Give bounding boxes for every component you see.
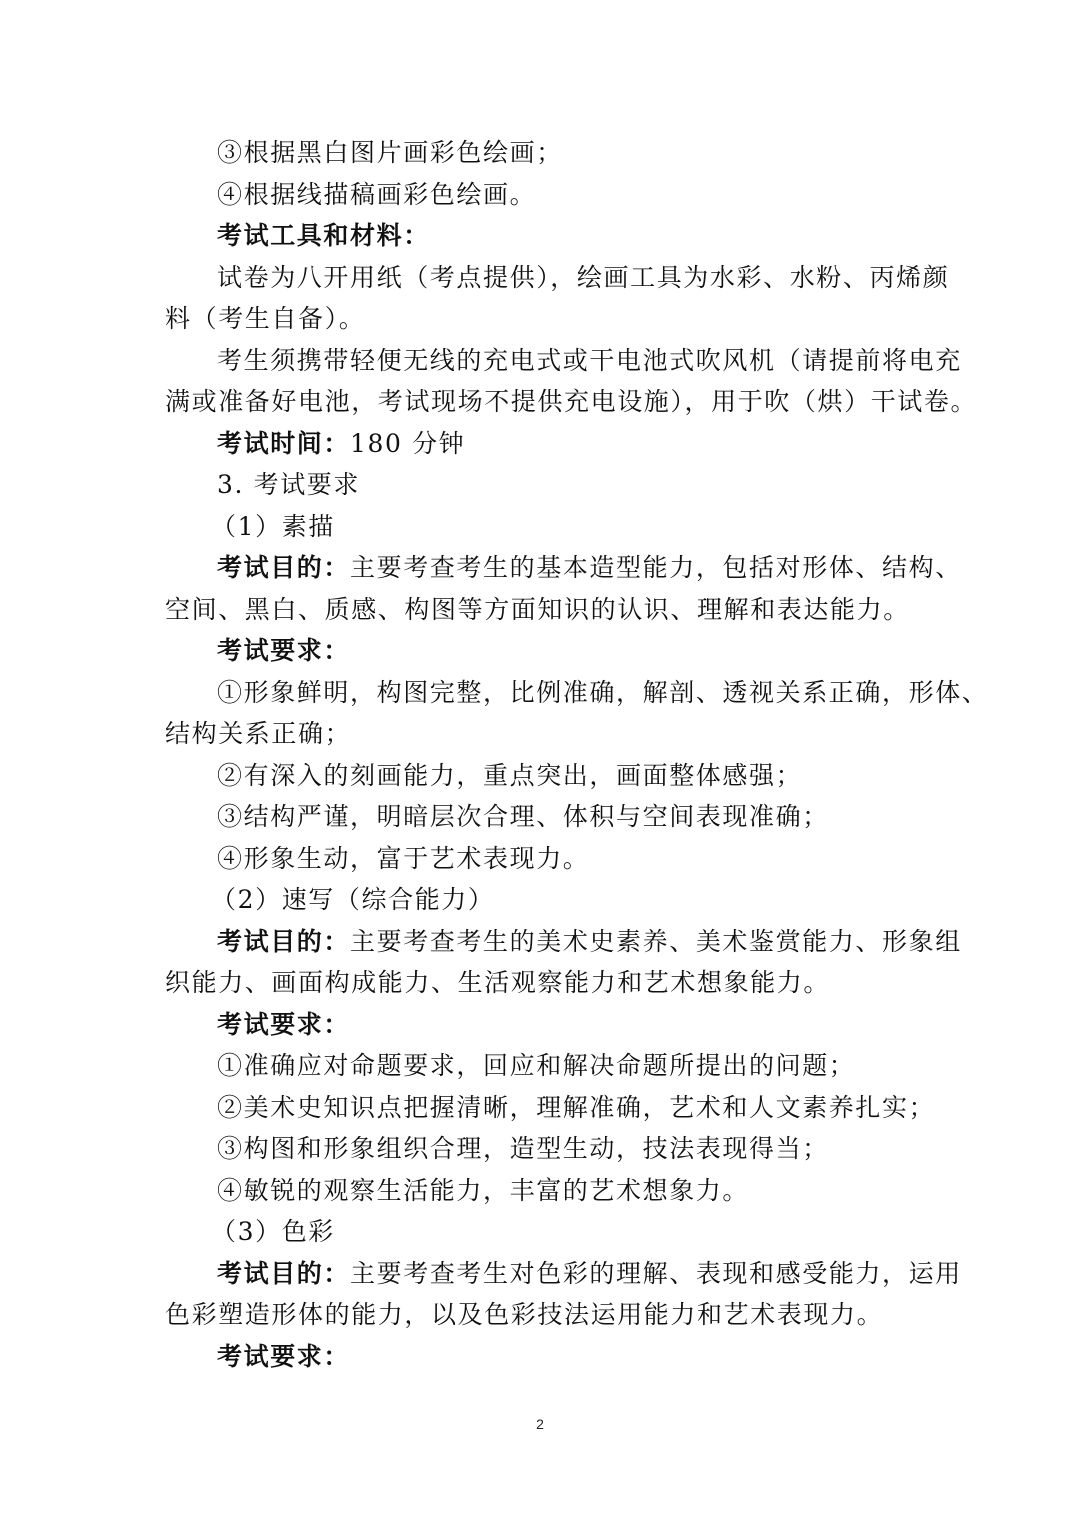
page-number: 2 <box>536 1416 544 1432</box>
list-item-quick-sketch-3: ③构图和形象组织合理，造型生动，技法表现得当； <box>217 1134 829 1163</box>
paragraph-color-purpose-2: 色彩塑造形体的能力，以及色彩技法运用能力和艺术表现力。 <box>165 1300 884 1329</box>
subsection-quick-sketch: （2）速写（综合能力） <box>211 885 495 914</box>
paragraph-tools-line-1: 试卷为八开用纸（考点提供），绘画工具为水彩、水粉、丙烯颜 <box>217 262 950 292</box>
heading-sketch-requirements: 考试要求： <box>217 636 351 665</box>
list-item-sketch-1a: ①形象鲜明，构图完整，比例准确，解剖、透视关系正确，形体、 <box>217 677 989 707</box>
paragraph-color-purpose-1: 考试目的：主要考查考生对色彩的理解、表现和感受能力，运用 <box>217 1258 962 1288</box>
paragraph-quick-sketch-purpose-1: 考试目的：主要考查考生的美术史素养、美术鉴赏能力、形象组 <box>217 926 962 956</box>
list-item-sketch-3: ③结构严谨，明暗层次合理、体积与空间表现准确； <box>217 802 829 831</box>
document-body <box>165 132 989 1377</box>
list-item-sketch-2: ②有深入的刻画能力，重点突出，画面整体感强； <box>217 760 803 790</box>
paragraph-sketch-purpose-1: 考试目的：主要考查考生的基本造型能力，包括对形体、结构、 <box>217 553 962 582</box>
list-item-sketch-4: ④形象生动，富于艺术表现力。 <box>217 843 590 873</box>
heading-quick-sketch-requirements: 考试要求： <box>217 1009 351 1039</box>
heading-exam-tools: 考试工具和材料： <box>217 221 430 250</box>
list-item-color-from-bw: ③根据黑白图片画彩色绘画； <box>217 138 563 167</box>
section-heading-requirements: 3. 考试要求 <box>217 470 360 499</box>
list-item-quick-sketch-2: ②美术史知识点把握清晰，理解准确，艺术和人文素养扎实； <box>217 1092 936 1122</box>
paragraph-dryer-line-2: 满或准备好电池，考试现场不提供充电设施），用于吹（烘）干试卷。 <box>165 387 978 416</box>
list-item-quick-sketch-1: ①准确应对命题要求，回应和解决命题所提出的问题； <box>217 1051 856 1080</box>
list-item-sketch-1b: 结构关系正确； <box>165 719 352 748</box>
subsection-sketch: （1）素描 <box>211 511 335 541</box>
list-item-color-from-sketch: ④根据线描稿画彩色绘画。 <box>217 179 537 209</box>
subsection-color: （3）色彩 <box>211 1217 335 1246</box>
paragraph-sketch-purpose-2: 空间、黑白、质感、构图等方面知识的认识、理解和表达能力。 <box>165 594 910 624</box>
heading-color-requirements: 考试要求： <box>217 1341 351 1371</box>
exam-duration: 考试时间：180 分钟 <box>217 428 466 458</box>
paragraph-dryer-line-1: 考生须携带轻便无线的充电式或干电池式吹风机（请提前将电充 <box>217 345 962 375</box>
list-item-quick-sketch-4: ④敏锐的观察生活能力，丰富的艺术想象力。 <box>217 1175 750 1205</box>
paragraph-tools-line-2: 料（考生自备）。 <box>165 304 366 333</box>
paragraph-quick-sketch-purpose-2: 织能力、画面构成能力、生活观察能力和艺术想象能力。 <box>165 968 831 997</box>
